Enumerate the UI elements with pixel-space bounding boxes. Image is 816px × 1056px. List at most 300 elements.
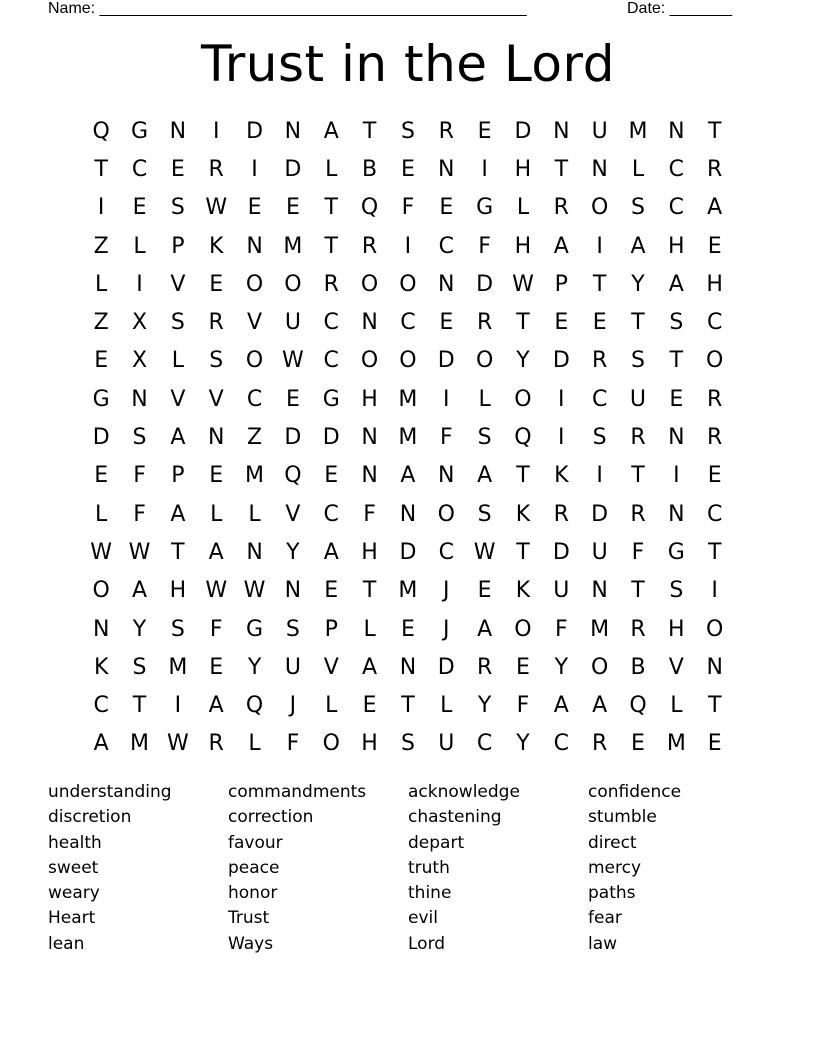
- grid-letter[interactable]: E: [324, 578, 339, 604]
- grid-letter[interactable]: T: [516, 310, 530, 336]
- grid-letter[interactable]: T: [324, 233, 338, 259]
- grid-letter[interactable]: A: [707, 195, 723, 221]
- grid-letter[interactable]: I: [481, 156, 488, 182]
- grid-letter[interactable]: H: [514, 233, 532, 259]
- grid-letter[interactable]: I: [596, 233, 603, 259]
- grid-letter[interactable]: N: [591, 156, 608, 182]
- grid-letter[interactable]: S: [477, 425, 492, 451]
- grid-letter[interactable]: I: [136, 271, 143, 297]
- grid-letter[interactable]: L: [210, 501, 223, 527]
- grid-letter[interactable]: R: [630, 616, 646, 642]
- grid-letter[interactable]: D: [284, 425, 302, 451]
- grid-letter[interactable]: F: [631, 539, 645, 565]
- grid-letter[interactable]: E: [400, 156, 415, 182]
- grid-letter[interactable]: N: [92, 616, 110, 642]
- grid-letter[interactable]: R: [707, 386, 723, 412]
- grid-letter[interactable]: Q: [245, 693, 264, 719]
- grid-letter[interactable]: F: [439, 425, 453, 451]
- grid-letter[interactable]: U: [284, 654, 301, 680]
- grid-letter[interactable]: U: [553, 578, 570, 604]
- grid-letter[interactable]: A: [592, 693, 608, 719]
- grid-letter[interactable]: O: [706, 348, 724, 374]
- grid-letter[interactable]: D: [591, 501, 609, 527]
- grid-letter[interactable]: A: [208, 539, 224, 565]
- grid-letter[interactable]: S: [170, 195, 185, 221]
- grid-letter[interactable]: A: [668, 271, 684, 297]
- grid-letter[interactable]: V: [170, 271, 186, 297]
- grid-letter[interactable]: I: [404, 233, 412, 259]
- grid-letter[interactable]: T: [631, 463, 645, 489]
- grid-letter[interactable]: T: [362, 578, 377, 604]
- grid-letter[interactable]: O: [245, 348, 264, 374]
- grid-letter[interactable]: R: [591, 731, 608, 757]
- grid-letter[interactable]: N: [169, 118, 187, 144]
- grid-letter[interactable]: F: [516, 693, 530, 719]
- grid-letter[interactable]: L: [478, 386, 491, 412]
- grid-letter[interactable]: L: [95, 501, 108, 527]
- grid-letter[interactable]: E: [209, 463, 224, 489]
- grid-letter[interactable]: H: [361, 731, 378, 757]
- grid-letter[interactable]: D: [437, 348, 455, 374]
- grid-letter[interactable]: E: [439, 310, 454, 336]
- grid-letter[interactable]: C: [323, 348, 339, 374]
- grid-letter[interactable]: N: [131, 386, 148, 412]
- grid-letter[interactable]: D: [284, 156, 302, 182]
- grid-letter[interactable]: L: [248, 731, 261, 757]
- grid-letter[interactable]: W: [128, 539, 151, 565]
- grid-letter[interactable]: E: [247, 195, 262, 221]
- grid-letter[interactable]: T: [171, 539, 185, 565]
- grid-letter[interactable]: D: [92, 425, 110, 451]
- grid-letter[interactable]: P: [324, 616, 338, 642]
- grid-letter[interactable]: R: [438, 118, 454, 144]
- grid-letter[interactable]: H: [361, 386, 378, 412]
- grid-letter[interactable]: F: [401, 195, 415, 221]
- grid-letter[interactable]: O: [475, 348, 494, 374]
- word-list-item: direct: [588, 832, 637, 853]
- grid-letter[interactable]: H: [361, 539, 378, 565]
- name-field[interactable]: Name: ________________________________________________: [48, 0, 527, 17]
- grid-letter[interactable]: Y: [286, 539, 300, 565]
- grid-letter[interactable]: E: [285, 386, 300, 412]
- date-field[interactable]: Date: _______: [627, 0, 732, 17]
- grid-letter[interactable]: N: [668, 118, 685, 144]
- grid-letter[interactable]: D: [552, 348, 570, 374]
- grid-letter[interactable]: I: [443, 386, 450, 412]
- grid-letter[interactable]: T: [324, 195, 338, 221]
- grid-letter[interactable]: Q: [514, 425, 532, 451]
- grid-letter[interactable]: E: [94, 463, 109, 489]
- grid-letter[interactable]: I: [673, 463, 680, 489]
- grid-letter[interactable]: S: [669, 310, 684, 336]
- grid-letter[interactable]: R: [361, 233, 378, 259]
- grid-letter[interactable]: M: [168, 654, 188, 680]
- grid-letter[interactable]: F: [133, 463, 146, 489]
- grid-letter[interactable]: Q: [629, 693, 647, 719]
- word-list-item: acknowledge: [408, 782, 520, 802]
- grid-letter[interactable]: E: [707, 233, 722, 259]
- grid-letter[interactable]: E: [400, 616, 415, 642]
- grid-letter[interactable]: O: [437, 501, 455, 527]
- grid-letter[interactable]: D: [552, 539, 570, 565]
- grid-letter[interactable]: L: [363, 616, 376, 642]
- word-list-item: weary: [48, 883, 100, 904]
- grid-letter[interactable]: F: [363, 501, 376, 527]
- word-list-item: stumble: [588, 807, 657, 828]
- grid-letter[interactable]: R: [553, 195, 569, 221]
- grid-letter[interactable]: A: [477, 463, 493, 489]
- grid-letter[interactable]: B: [630, 654, 646, 680]
- grid-letter[interactable]: P: [554, 271, 568, 297]
- grid-letter[interactable]: H: [668, 233, 685, 259]
- grid-letter[interactable]: W: [205, 195, 228, 221]
- grid-letter[interactable]: G: [322, 386, 340, 412]
- grid-letter[interactable]: S: [132, 425, 147, 451]
- grid-letter[interactable]: N: [361, 425, 378, 451]
- grid-letter[interactable]: M: [398, 386, 418, 412]
- grid-letter[interactable]: O: [92, 578, 110, 604]
- grid-letter[interactable]: A: [553, 233, 569, 259]
- grid-letter[interactable]: C: [438, 539, 454, 565]
- grid-letter[interactable]: K: [208, 233, 224, 259]
- grid-letter[interactable]: L: [325, 693, 338, 719]
- grid-letter[interactable]: I: [711, 578, 718, 604]
- grid-letter[interactable]: I: [251, 156, 258, 182]
- grid-letter[interactable]: D: [399, 539, 417, 565]
- grid-letter[interactable]: E: [477, 118, 492, 144]
- grid-letter[interactable]: M: [245, 463, 265, 489]
- grid-letter[interactable]: E: [554, 310, 569, 336]
- grid-letter[interactable]: R: [476, 654, 493, 680]
- grid-letter[interactable]: R: [707, 425, 723, 451]
- grid-letter[interactable]: D: [514, 118, 532, 144]
- grid-letter[interactable]: V: [208, 386, 224, 412]
- grid-letter[interactable]: G: [667, 539, 685, 565]
- grid-letter[interactable]: I: [558, 386, 565, 412]
- grid-letter[interactable]: T: [592, 271, 607, 297]
- grid-letter[interactable]: W: [166, 731, 189, 757]
- grid-letter[interactable]: P: [171, 233, 185, 259]
- grid-letter[interactable]: S: [477, 501, 492, 527]
- grid-letter[interactable]: V: [668, 654, 684, 680]
- grid-letter[interactable]: E: [170, 156, 185, 182]
- grid-letter[interactable]: A: [553, 693, 569, 719]
- grid-letter[interactable]: Y: [516, 731, 530, 757]
- grid-letter[interactable]: V: [247, 310, 263, 336]
- grid-letter[interactable]: F: [554, 616, 568, 642]
- grid-letter[interactable]: O: [706, 616, 724, 642]
- grid-letter[interactable]: Y: [247, 654, 262, 680]
- grid-letter[interactable]: J: [443, 616, 450, 642]
- grid-letter[interactable]: T: [132, 693, 147, 719]
- grid-letter[interactable]: J: [289, 693, 297, 719]
- grid-letter[interactable]: D: [246, 118, 264, 144]
- grid-letter[interactable]: R: [553, 501, 569, 527]
- grid-letter[interactable]: O: [284, 271, 302, 297]
- grid-letter[interactable]: T: [707, 539, 722, 565]
- grid-letter[interactable]: N: [284, 118, 302, 144]
- grid-letter[interactable]: E: [439, 195, 454, 221]
- grid-letter[interactable]: H: [169, 578, 187, 604]
- grid-letter[interactable]: S: [132, 654, 147, 680]
- grid-letter[interactable]: N: [438, 156, 455, 182]
- grid-letter[interactable]: T: [669, 348, 684, 374]
- grid-letter[interactable]: U: [284, 310, 301, 336]
- grid-letter[interactable]: N: [246, 233, 263, 259]
- grid-letter[interactable]: F: [286, 731, 300, 757]
- grid-letter[interactable]: Y: [477, 693, 492, 719]
- grid-letter[interactable]: C: [553, 731, 569, 757]
- grid-letter[interactable]: B: [362, 156, 378, 182]
- grid-letter[interactable]: Z: [93, 310, 109, 336]
- grid-letter[interactable]: R: [476, 310, 493, 336]
- grid-letter[interactable]: Y: [631, 271, 645, 297]
- grid-letter[interactable]: W: [205, 578, 228, 604]
- grid-letter[interactable]: C: [93, 693, 109, 719]
- grid-letter[interactable]: S: [400, 118, 415, 144]
- grid-letter[interactable]: E: [477, 578, 492, 604]
- word-list-item: paths: [588, 883, 636, 904]
- grid-letter[interactable]: W: [282, 348, 304, 374]
- grid-letter[interactable]: I: [174, 693, 182, 719]
- grid-letter[interactable]: V: [170, 386, 186, 412]
- grid-letter[interactable]: K: [515, 501, 531, 527]
- grid-letter[interactable]: Y: [516, 348, 530, 374]
- grid-letter[interactable]: N: [399, 654, 417, 680]
- grid-letter[interactable]: X: [131, 348, 148, 374]
- grid-letter[interactable]: O: [360, 348, 379, 374]
- grid-letter[interactable]: Q: [360, 195, 379, 221]
- grid-letter[interactable]: S: [209, 348, 224, 374]
- word-list-item: discretion: [48, 807, 132, 828]
- grid-letter[interactable]: U: [629, 386, 647, 412]
- grid-letter[interactable]: A: [131, 578, 148, 604]
- grid-letter[interactable]: E: [669, 386, 684, 412]
- grid-letter[interactable]: T: [707, 693, 722, 719]
- grid-letter[interactable]: S: [631, 195, 645, 221]
- grid-letter[interactable]: U: [591, 539, 608, 565]
- grid-letter[interactable]: M: [398, 425, 418, 451]
- grid-letter[interactable]: C: [668, 156, 685, 182]
- grid-letter[interactable]: C: [476, 731, 493, 757]
- grid-letter[interactable]: I: [596, 463, 603, 489]
- grid-letter[interactable]: L: [631, 156, 645, 182]
- grid-letter[interactable]: R: [208, 156, 224, 182]
- grid-letter[interactable]: W: [243, 578, 266, 604]
- grid-letter[interactable]: M: [283, 233, 303, 259]
- grid-letter[interactable]: N: [668, 501, 685, 527]
- grid-letter[interactable]: A: [323, 118, 339, 144]
- grid-letter[interactable]: O: [245, 271, 264, 297]
- grid-letter[interactable]: A: [93, 731, 109, 757]
- grid-letter[interactable]: A: [170, 425, 186, 451]
- grid-letter[interactable]: R: [208, 731, 224, 757]
- grid-letter[interactable]: N: [438, 271, 455, 297]
- grid-letter[interactable]: T: [554, 156, 569, 182]
- grid-letter[interactable]: M: [628, 118, 648, 144]
- grid-letter[interactable]: N: [706, 654, 723, 680]
- grid-letter[interactable]: E: [209, 654, 224, 680]
- grid-letter[interactable]: U: [438, 731, 455, 757]
- grid-letter[interactable]: T: [631, 578, 645, 604]
- grid-letter[interactable]: C: [706, 501, 723, 527]
- grid-letter[interactable]: E: [592, 310, 607, 336]
- grid-letter[interactable]: O: [399, 271, 417, 297]
- grid-letter[interactable]: C: [400, 310, 416, 336]
- grid-letter[interactable]: N: [207, 425, 225, 451]
- grid-letter[interactable]: T: [94, 156, 108, 182]
- grid-letter[interactable]: L: [325, 156, 338, 182]
- grid-letter[interactable]: R: [591, 348, 608, 374]
- grid-letter[interactable]: D: [437, 654, 455, 680]
- grid-letter[interactable]: L: [248, 501, 261, 527]
- grid-letter[interactable]: O: [514, 616, 532, 642]
- grid-letter[interactable]: U: [591, 118, 608, 144]
- grid-letter[interactable]: E: [707, 463, 722, 489]
- grid-letter[interactable]: T: [516, 539, 530, 565]
- grid-letter[interactable]: C: [246, 386, 263, 412]
- grid-letter[interactable]: E: [324, 463, 339, 489]
- grid-letter[interactable]: E: [94, 348, 109, 374]
- grid-letter[interactable]: O: [360, 271, 379, 297]
- grid-letter[interactable]: F: [478, 233, 491, 259]
- grid-letter[interactable]: N: [438, 463, 455, 489]
- grid-letter[interactable]: S: [285, 616, 300, 642]
- grid-letter[interactable]: C: [438, 233, 454, 259]
- grid-letter[interactable]: N: [361, 463, 378, 489]
- grid-letter[interactable]: F: [133, 501, 146, 527]
- grid-letter[interactable]: C: [131, 156, 148, 182]
- grid-letter[interactable]: Z: [93, 233, 109, 259]
- grid-letter[interactable]: O: [514, 386, 532, 412]
- grid-letter[interactable]: A: [170, 501, 186, 527]
- grid-letter[interactable]: G: [246, 616, 264, 642]
- grid-letter[interactable]: C: [668, 195, 685, 221]
- grid-letter[interactable]: L: [516, 195, 530, 221]
- grid-letter[interactable]: S: [631, 348, 645, 374]
- grid-letter[interactable]: W: [512, 271, 534, 297]
- grid-letter[interactable]: D: [322, 425, 340, 451]
- grid-letter[interactable]: K: [93, 654, 109, 680]
- grid-letter[interactable]: L: [133, 233, 146, 259]
- grid-letter[interactable]: R: [323, 271, 339, 297]
- grid-letter[interactable]: E: [362, 693, 377, 719]
- grid-letter[interactable]: G: [130, 118, 149, 144]
- grid-letter[interactable]: O: [399, 348, 417, 374]
- grid-letter[interactable]: E: [516, 654, 530, 680]
- grid-letter[interactable]: N: [284, 578, 302, 604]
- grid-letter[interactable]: G: [476, 195, 494, 221]
- grid-letter[interactable]: T: [707, 118, 722, 144]
- grid-letter[interactable]: E: [285, 195, 300, 221]
- grid-letter[interactable]: C: [706, 310, 723, 336]
- grid-letter[interactable]: L: [440, 693, 453, 719]
- grid-letter[interactable]: E: [132, 195, 147, 221]
- grid-letter[interactable]: Z: [247, 425, 263, 451]
- grid-letter[interactable]: N: [553, 118, 570, 144]
- grid-letter[interactable]: T: [401, 693, 415, 719]
- grid-letter[interactable]: F: [209, 616, 223, 642]
- grid-letter[interactable]: O: [590, 654, 609, 680]
- grid-letter[interactable]: H: [668, 616, 685, 642]
- grid-letter[interactable]: Q: [284, 463, 302, 489]
- grid-letter[interactable]: P: [171, 463, 185, 489]
- grid-letter[interactable]: H: [706, 271, 723, 297]
- grid-letter[interactable]: G: [92, 386, 110, 412]
- grid-letter[interactable]: K: [554, 463, 569, 489]
- grid-letter[interactable]: I: [558, 425, 565, 451]
- grid-letter[interactable]: M: [666, 731, 686, 757]
- grid-letter[interactable]: V: [285, 501, 301, 527]
- grid-letter[interactable]: N: [361, 310, 378, 336]
- grid-letter[interactable]: Y: [554, 654, 569, 680]
- grid-letter[interactable]: L: [95, 271, 108, 297]
- grid-letter[interactable]: W: [90, 539, 113, 565]
- grid-letter[interactable]: R: [630, 425, 646, 451]
- grid-letter[interactable]: W: [473, 539, 496, 565]
- grid-letter[interactable]: C: [323, 501, 339, 527]
- grid-letter[interactable]: R: [707, 156, 723, 182]
- grid-letter[interactable]: M: [130, 731, 149, 757]
- grid-letter[interactable]: A: [630, 233, 646, 259]
- grid-letter[interactable]: T: [631, 310, 645, 336]
- grid-letter[interactable]: O: [590, 195, 609, 221]
- grid-letter[interactable]: N: [591, 578, 608, 604]
- grid-letter[interactable]: M: [398, 578, 418, 604]
- grid-letter[interactable]: E: [707, 731, 722, 757]
- word-list-item: law: [588, 933, 618, 954]
- word-list-item: mercy: [588, 857, 642, 878]
- grid-letter[interactable]: D: [476, 271, 494, 297]
- grid-letter[interactable]: N: [399, 501, 417, 527]
- grid-letter[interactable]: T: [362, 118, 377, 144]
- grid-letter[interactable]: R: [630, 501, 646, 527]
- grid-letter[interactable]: O: [322, 731, 340, 757]
- grid-letter[interactable]: N: [668, 425, 685, 451]
- grid-letter[interactable]: A: [323, 539, 339, 565]
- grid-letter[interactable]: H: [514, 156, 532, 182]
- grid-letter[interactable]: I: [97, 195, 105, 221]
- grid-letter[interactable]: A: [362, 654, 378, 680]
- grid-letter[interactable]: Q: [92, 118, 110, 144]
- grid-letter[interactable]: X: [131, 310, 148, 336]
- grid-letter[interactable]: S: [170, 616, 185, 642]
- grid-letter[interactable]: E: [631, 731, 645, 757]
- grid-letter[interactable]: S: [400, 731, 415, 757]
- grid-letter[interactable]: C: [591, 386, 608, 412]
- grid-letter[interactable]: T: [516, 463, 530, 489]
- grid-letter[interactable]: V: [323, 654, 339, 680]
- grid-letter[interactable]: K: [515, 578, 531, 604]
- grid-letter[interactable]: E: [209, 271, 224, 297]
- grid-letter[interactable]: S: [669, 578, 684, 604]
- grid-letter[interactable]: L: [670, 693, 683, 719]
- grid-letter[interactable]: M: [590, 616, 610, 642]
- grid-letter[interactable]: S: [170, 310, 185, 336]
- grid-letter[interactable]: S: [592, 425, 607, 451]
- grid-letter[interactable]: R: [208, 310, 224, 336]
- grid-letter[interactable]: Y: [132, 616, 147, 642]
- grid-letter[interactable]: J: [443, 578, 450, 604]
- grid-letter[interactable]: N: [246, 539, 263, 565]
- grid-letter[interactable]: A: [400, 463, 416, 489]
- grid-letter[interactable]: A: [208, 693, 224, 719]
- grid-letter[interactable]: A: [477, 616, 493, 642]
- word-list-item: correction: [228, 807, 314, 828]
- grid-letter[interactable]: L: [171, 348, 184, 374]
- grid-letter[interactable]: C: [323, 310, 339, 336]
- grid-letter[interactable]: I: [212, 118, 220, 144]
